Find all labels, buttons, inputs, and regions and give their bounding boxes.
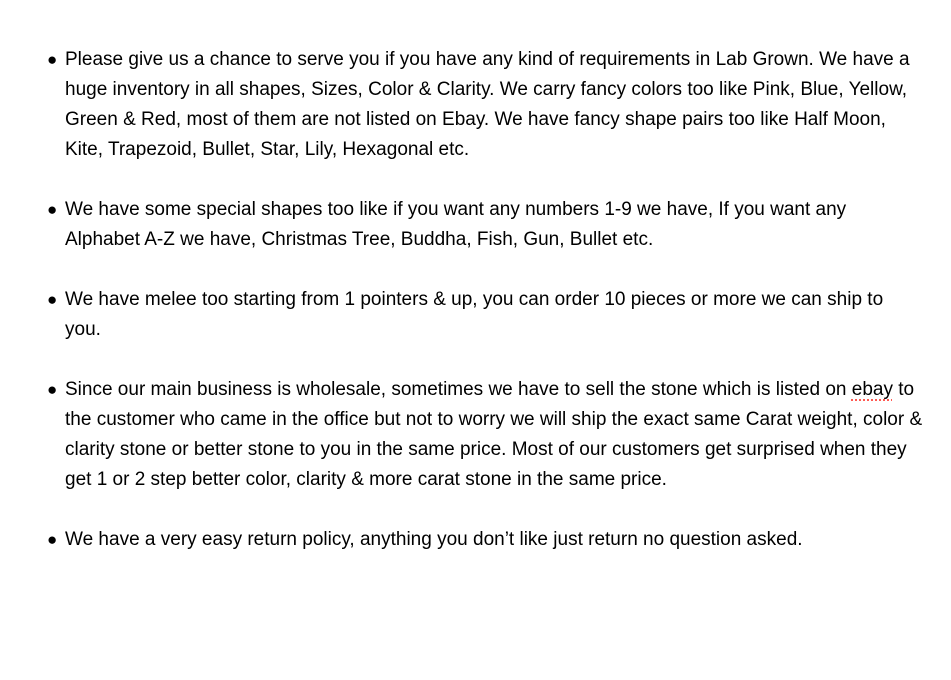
bullet-item — [47, 45, 923, 165]
bullet-text: We have a very easy return policy, anything you don’t like just return no question asked. — [65, 529, 803, 550]
bullet-item — [47, 375, 923, 495]
bullet-icon: ● — [47, 50, 58, 69]
bullet-text: Since our main business is wholesale, sometimes we have to sell the stone which is listed on — [65, 379, 852, 400]
bullet-text: to the customer who came in the office but not to worry we will ship the exact same Carat weight, color & clarity stone or better stone to you in the same price. Most of our customers get surprised when they get 1 or 2 step better color, clarity & more carat stone in the same price. — [65, 379, 923, 490]
bullet-icon: ● — [47, 200, 58, 219]
bullet-icon: ● — [47, 530, 58, 549]
bullet-text: We have melee too starting from 1 pointers & up, you can order 10 pieces or more we can ship to you. — [65, 289, 884, 340]
spellcheck-underlined-word: ebay — [851, 379, 893, 400]
bullet-list — [47, 45, 923, 555]
bullet-icon: ● — [47, 290, 58, 309]
bullet-text: Please give us a chance to serve you if you have any kind of requirements in Lab Grown. We have a huge inventory in all shapes, Sizes, Color & Clarity. We carry fancy colors too like Pink, Blue, Yellow, Green & Red, most of them are not listed on Ebay. We have fancy shape pairs too like Half Moon, Kite, Trapezoid, Bullet, Star, Lily, Hexagonal etc. — [65, 49, 910, 160]
bullet-item — [47, 195, 923, 255]
bullet-text: We have some special shapes too like if you want any numbers 1-9 we have, If you want any Alphabet A-Z we have, Christmas Tree, Buddha, Fish, Gun, Bullet etc. — [65, 199, 847, 250]
bullet-item — [47, 285, 923, 345]
bullet-icon: ● — [47, 380, 58, 399]
bullet-item — [47, 525, 923, 555]
